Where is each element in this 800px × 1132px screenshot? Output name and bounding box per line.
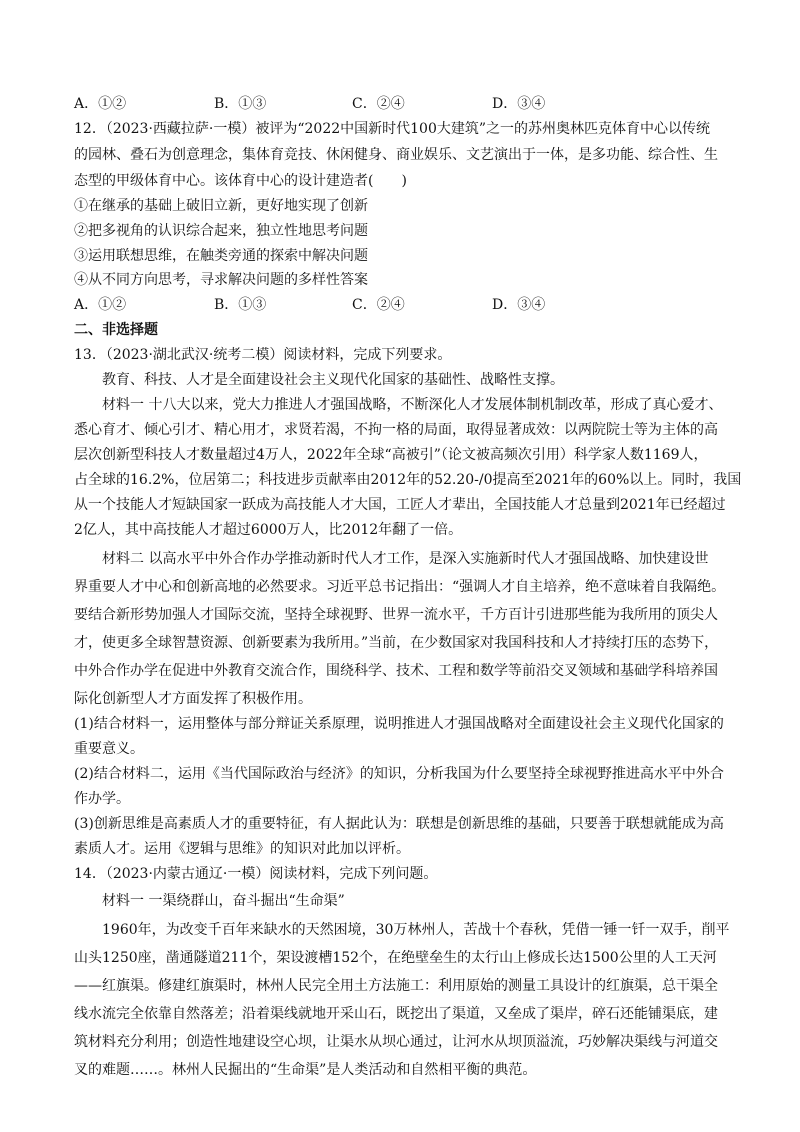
q11-option-a[interactable]: A．①②: [74, 96, 127, 112]
q12-option-b[interactable]: B．①③: [214, 297, 267, 313]
q13-material1-line: 占全球的16.2%，位居第二；科技进步贡献率由2012年的52.20-/0提高至2021年的60%以上。同时，我国: [74, 472, 742, 488]
q13-intro: 教育、科技、人才是全面建设社会主义现代化国家的基础性、战略性支撑。: [102, 372, 564, 388]
q13-question-line: 作办学。: [74, 791, 130, 807]
q13-material2-line: 要结合新形势加强人才国际交流，坚持全球视野、世界一流水平，千方百计引进那些能为我所用的顶尖人: [74, 607, 718, 623]
q13-material1-line: 悉心育才、倾心引才、精心用才，求贤若渴，不拘一格的局面，取得显著成效：以两院院士等为主体的高: [74, 422, 718, 438]
q13-material1-line: 2亿人，其中高技能人才超过6000万人，比2012年翻了一倍。: [74, 522, 463, 538]
q12-stem-line: 态型的甲级体育中心。该体育中心的设计建造者( ): [74, 173, 407, 189]
q13-question-line: 素质人才。运用《逻辑与思维》的知识对此加以评析。: [74, 841, 410, 857]
q13-material2-line: 材料二 以高水平中外合作办学推动新时代人才工作，是深入实施新时代人才强国战略、加快建设世: [102, 551, 709, 567]
q12-stem-line: 的园林、叠石为创意理念，集体育竞技、休闲健身、商业娱乐、文艺演出于一体，是多功能、综合性、生: [74, 147, 718, 163]
q12-item: ②把多视角的认识综合起来，独立性地思考问题: [74, 223, 368, 239]
q13-question-line: 重要意义。: [74, 741, 144, 757]
q12-item: ①在继承的基础上破旧立新，更好地实现了创新: [74, 198, 368, 214]
q14-material1-line: 叉的难题……。林州人民掘出的“生命渠”是人类活动和自然相平衡的典范。: [74, 1062, 537, 1078]
q13-question-line: (3)创新思维是高素质人才的重要特征，有人据此认为：联想是创新思维的基础，只要善于联想就能成为高: [74, 816, 724, 832]
q14-material1-line: 1960年，为改变千百年来缺水的天然困境，30万林州人，苦战十个春秋，凭借一锤一钎一双手，削平: [102, 922, 730, 938]
q13-material2-line: 界重要人才中心和创新高地的必然要求。习近平总书记指出：“强调人才自主培养，绝不意味着自我隔绝。: [74, 579, 726, 595]
q11-option-b[interactable]: B．①③: [214, 96, 267, 112]
q13-material1-line: 材料一 十八大以来，党大力推进人才强国战略，不断深化人才发展体制机制改革，形成了真心爱才、: [102, 397, 723, 413]
q12-item: ③运用联想思维，在触类旁通的探索中解决问题: [74, 248, 368, 264]
q11-option-c[interactable]: C．②④: [352, 96, 405, 112]
q12-option-d[interactable]: D．③④: [492, 297, 546, 313]
q14-material1-line: 筑材料充分利用；创造性地建设空心坝，让渠水从坝心通过，让河水从坝顶溢流，巧妙解决渠线与河道交: [74, 1034, 718, 1050]
q12-option-a[interactable]: A．①②: [74, 297, 127, 313]
q14-material1-title: 材料一 一渠绕群山，奋斗掘出“生命渠”: [102, 893, 345, 909]
q13-question-line: (1)结合材料一，运用整体与部分辩证关系原理，说明推进人才强国战略对全面建设社会主义现代化国家的: [74, 716, 724, 732]
q13-material2-line: 中外合作办学在促进中外教育交流合作，围绕科学、技术、工程和数学等前沿交叉领域和基础学科培养国: [74, 663, 718, 679]
q12-stem-line: 12．（2023·西藏拉萨·一模）被评为“2022中国新时代100大建筑”之一的苏州奥林匹克体育中心以传统: [74, 121, 711, 137]
q13-material2-line: 际化创新型人才方面发挥了积极作用。: [74, 691, 312, 707]
q13-material1-line: 从一个技能人才短缺国家一跃成为高技能人才大国，工匠人才辈出，全国技能人才总量到2021年已经超过: [74, 497, 726, 513]
q13-material2-line: 才，使更多全球智慧资源、创新要素为我所用。”当前，在少数国家对我国科技和人才持续打压的态势下，: [74, 635, 719, 651]
q11-option-d[interactable]: D．③④: [492, 96, 546, 112]
q13-header: 13．（2023·湖北武汉·统考二模）阅读材料，完成下列要求。: [74, 347, 452, 363]
q13-material1-line: 层次创新型科技人才数量超过4万人，2022年全球“高被引”（论文被高频次引用）科学家人数1169人，: [74, 447, 708, 463]
q13-question-line: (2)结合材料二，运用《当代国际政治与经济》的知识，分析我国为什么要坚持全球视野推进高水平中外合: [74, 766, 724, 782]
q14-material1-line: ——红旗渠。修建红旗渠时，林州人民完全用土方法施工：利用原始的测量工具设计的红旗渠，总干渠全: [74, 978, 718, 994]
q14-header: 14．（2023·内蒙古通辽·一模）阅读材料，完成下列问题。: [74, 866, 438, 882]
section-heading: 二、非选择题: [74, 322, 158, 338]
q14-material1-line: 线水流完全依靠自然落差；沿着渠线就地开采山石，既挖出了渠道，又垒成了渠岸，碎石还能铺渠底，建: [74, 1006, 718, 1022]
q12-item: ④从不同方向思考，寻求解决问题的多样性答案: [74, 272, 368, 288]
q12-option-c[interactable]: C．②④: [352, 297, 405, 313]
q14-material1-line: 山头1250座，凿通隧道211个，架设渡槽152个，在绝壁垒生的太行山上修成长达1500公里的人工天河: [74, 950, 717, 966]
